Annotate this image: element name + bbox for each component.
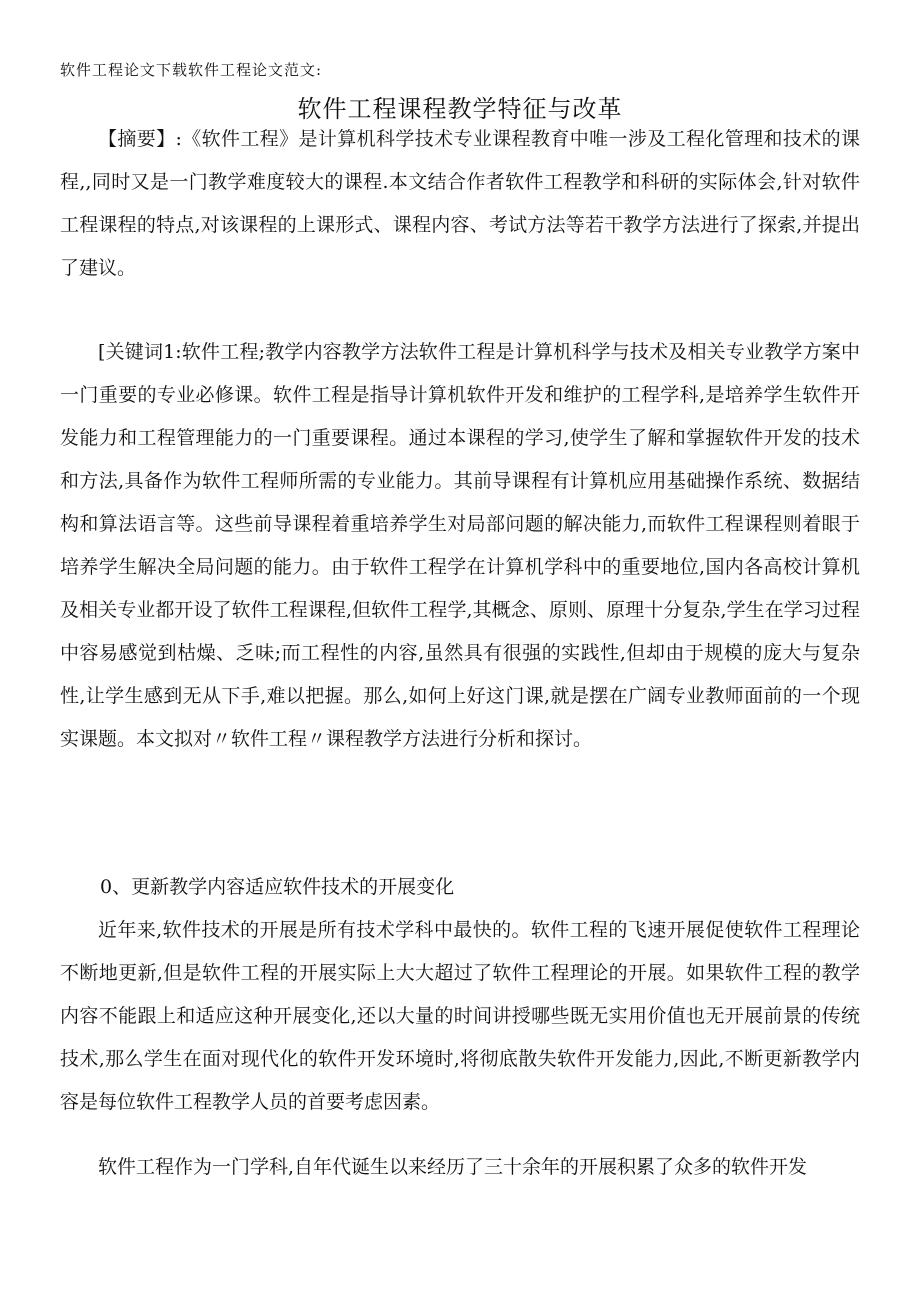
section-paragraph-1: 近年来,软件技术的开展是所有技术学科中最快的。软件工程的飞速开展促使软件工程理论不断地更新,但是软件工程的开展实际上大大超过了软件工程理论的开展。如果软件工程的教学内容不能跟上和适应这种开展变化,还以大量的时间讲授哪些既无实用价值也无开展前景的传统技术,那么学生在面对现代化的软件开发环境时,将彻底散失软件开发能力,因此,不断更新教学内容是每位软件工程教学人员的首要考虑因素。 xyxy=(60,919,860,1113)
document-title: 软件工程课程教学特征与改革 xyxy=(297,95,623,123)
keywords-paragraph: [关键词1:软件工程;教学内容教学方法软件工程是计算机科学与技术及相关专业教学方案中一门重要的专业必修课。软件工程是指导计算机软件开发和维护的工程学科,是培养学生软件开发能力和工程管理能力的一门重要课程。通过本课程的学习,使学生了解和掌握软件开发的技术和方法,具备作为软件工程师所需的专业能力。其前导课程有计算机应用基础操作系统、数据结构和算法语言等。这些前导课程着重培养学生对局部问题的解决能力,而软件工程课程则着眼于培养学生解决全局问题的能力。由于软件工程学在计算机学科中的重要地位,国内各高校计算机及相关专业都开设了软件工程课程,但软件工程学,其概念、原则、原理十分复杂,学生在学习过程中容易感觉到枯燥、乏味;而工程性的内容,虽然具有很强的实践性,但却由于规模的庞大与复杂性,让学生感到无从下手,难以把握。那么,如何上好这门课,就是摆在广阔专业教师面前的一个现实课题。本文拟对〃软件工程〃课程教学方法进行分析和探讨。 xyxy=(60,341,860,750)
section-heading: 0、更新教学内容适应软件技术的开展变化 xyxy=(100,876,455,898)
abstract-paragraph: 【摘要】:《软件工程》是计算机科学技术专业课程教育中唯一涉及工程化管理和技术的课程,,同时又是一门教学难度较大的课程.本文结合作者软件工程教学和科研的实际体会,针对软件工程课程的特点,对该课程的上课形式、课程内容、考试方法等若干教学方法进行了探索,并提出了建议。 xyxy=(60,128,860,279)
header-note: 软件工程论文下载软件工程论文范文: xyxy=(60,61,323,79)
section-paragraph-2: 软件工程作为一门学科,自年代诞生以来经历了三十余年的开展积累了众多的软件开发 xyxy=(98,1156,808,1178)
